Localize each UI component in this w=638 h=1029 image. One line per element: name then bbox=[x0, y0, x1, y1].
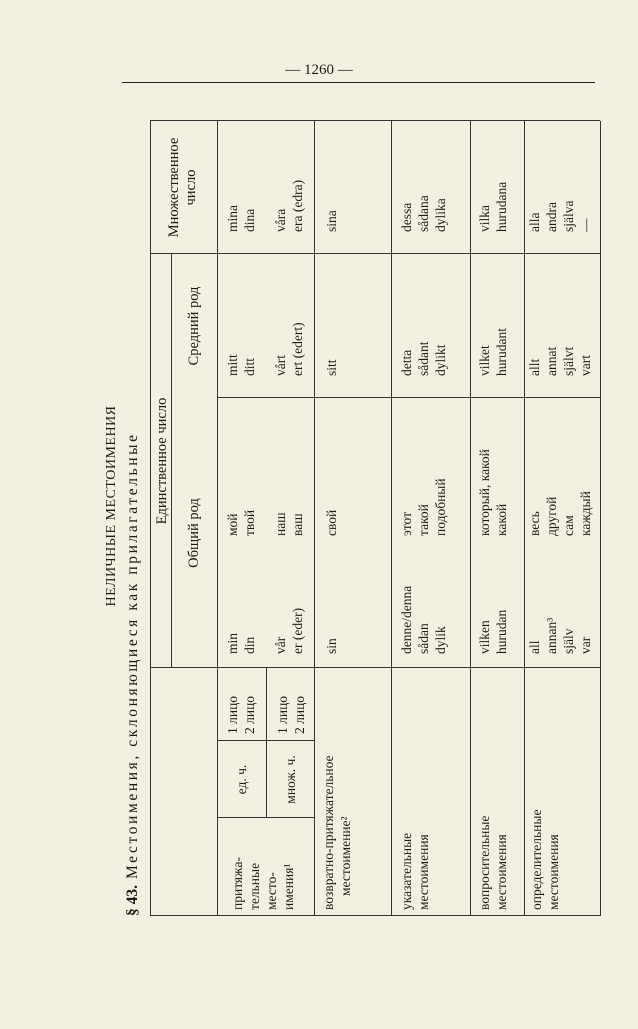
sg-person-1: 1 лицо bbox=[225, 695, 240, 734]
interrogative-common-ru-1: который, какой bbox=[477, 449, 492, 536]
determinative-common-ru-3: сам bbox=[561, 515, 576, 536]
demonstrative-plural-1: dessa bbox=[399, 202, 414, 232]
possessive-neuter-1: mitt bbox=[225, 354, 240, 376]
plural-number-label: множ. ч. bbox=[283, 755, 298, 804]
interrogative-common-sw-2: hurudan bbox=[494, 609, 509, 654]
determinative-plural-2: andra bbox=[544, 202, 559, 232]
section-title: НЕЛИЧНЫЕ МЕСТОИМЕНИЯ bbox=[104, 405, 119, 607]
pl-person-1: 1 лицо bbox=[275, 695, 290, 734]
possessive-common-ru-1: мой bbox=[225, 513, 240, 536]
determinative-common-sw-1: all bbox=[527, 640, 542, 654]
determinative-common-ru-1: весь bbox=[527, 511, 542, 536]
possessive-label-4: имения¹ bbox=[281, 863, 296, 910]
determinative-plural-4: — bbox=[578, 218, 593, 232]
demonstrative-neuter-2: sådant bbox=[416, 341, 431, 376]
neuter-column-divider bbox=[217, 397, 600, 398]
determinative-common-sw-4: var bbox=[578, 636, 593, 654]
interrogative-plural-1: vilka bbox=[477, 205, 492, 232]
demonstrative-common-ru-1: этот bbox=[399, 512, 414, 536]
determinative-common-ru-4: каждый bbox=[578, 491, 593, 536]
neuter-gender-header: Средний род bbox=[186, 286, 202, 366]
determinative-neuter-4: vart bbox=[578, 355, 593, 376]
singular-header-rule bbox=[171, 254, 172, 668]
reflexive-label-2: местоимение² bbox=[338, 816, 353, 896]
rotated-page-content bbox=[104, 96, 600, 916]
possessive-label-2: тельные bbox=[247, 862, 262, 910]
pronoun-table bbox=[104, 96, 600, 916]
possessive-common-sw-2: din bbox=[242, 636, 257, 654]
table-top-rule bbox=[150, 121, 151, 916]
interrogative-neuter-2: hurudant bbox=[494, 328, 509, 376]
demonstrative-common-sw-1: denne/denna bbox=[399, 585, 414, 654]
demonstrative-plural-2: sådana bbox=[416, 195, 431, 232]
reflexive-label-1: возвратно-притяжательное bbox=[321, 755, 336, 910]
possessive-neuter-4: ert (edert) bbox=[290, 322, 305, 376]
row-divider-2 bbox=[391, 121, 392, 916]
demonstrative-common-sw-3: dylik bbox=[433, 626, 448, 654]
possessive-common-ru-4: ваш bbox=[290, 513, 305, 536]
determinative-label-2: местоимения bbox=[546, 834, 561, 910]
possessive-neuter-3: vårt bbox=[273, 355, 288, 376]
plural-header-line2: число bbox=[183, 169, 199, 206]
demonstrative-plural-3: dylika bbox=[433, 198, 448, 232]
determinative-neuter-2: annat bbox=[544, 346, 559, 376]
possessive-common-sw-3: vår bbox=[273, 636, 288, 654]
possessive-plural-2: dina bbox=[242, 208, 257, 232]
demonstrative-label-1: указательные bbox=[399, 832, 414, 910]
page-number: — 1260 — bbox=[285, 62, 353, 78]
section-subtitle: Местоимения, склоняющиеся как прилагательные bbox=[124, 432, 141, 879]
reflexive-common-sw: sin bbox=[324, 638, 339, 654]
possessive-label-3: место- bbox=[264, 872, 279, 910]
interrogative-neuter-1: vilket bbox=[477, 345, 492, 376]
determinative-plural-1: alla bbox=[527, 212, 542, 232]
reflexive-plural: sina bbox=[324, 210, 339, 232]
demonstrative-neuter-1: detta bbox=[399, 349, 414, 376]
interrogative-plural-2: hurudana bbox=[494, 181, 509, 232]
possessive-plural-4: era (edra) bbox=[290, 179, 305, 232]
row-divider-3 bbox=[470, 121, 471, 916]
possessive-common-sw-4: er (eder) bbox=[290, 607, 305, 654]
interrogative-label-2: местоимения bbox=[494, 834, 509, 910]
common-gender-header: Общий род bbox=[186, 498, 202, 568]
singular-header: Единственное число bbox=[154, 397, 170, 525]
possessive-common-ru-3: наш bbox=[273, 512, 288, 536]
possessive-plural-3: våra bbox=[273, 208, 288, 232]
demonstrative-common-ru-3: подобный bbox=[433, 478, 448, 536]
determinative-common-sw-2: annan³ bbox=[544, 617, 559, 654]
reflexive-common-ru: свой bbox=[324, 509, 339, 536]
section-number: § 43. bbox=[124, 885, 141, 916]
number-row-divider bbox=[266, 668, 267, 818]
determinative-neuter-3: självt bbox=[561, 346, 576, 376]
possessive-common-sw-1: min bbox=[225, 632, 240, 654]
header-bottom-rule bbox=[217, 121, 218, 916]
pl-person-2: 2 лицо bbox=[292, 695, 307, 734]
sg-person-2: 2 лицо bbox=[242, 695, 257, 734]
determinative-common-sw-3: själv bbox=[561, 628, 576, 654]
reflexive-neuter: sitt bbox=[324, 359, 339, 376]
row-divider-1 bbox=[314, 121, 315, 916]
interrogative-label-1: вопросительные bbox=[477, 815, 492, 910]
demonstrative-common-ru-2: такой bbox=[416, 504, 431, 536]
top-rule bbox=[122, 82, 595, 83]
demonstrative-common-sw-2: sådan bbox=[416, 623, 431, 654]
determinative-plural-3: själva bbox=[561, 200, 576, 232]
determinative-label-1: определительные bbox=[529, 809, 544, 910]
demonstrative-label-2: местоимения bbox=[416, 834, 431, 910]
plural-header-line1: Множественное bbox=[166, 137, 182, 238]
possessive-neuter-2: ditt bbox=[242, 357, 257, 376]
interrogative-common-ru-2: какой bbox=[494, 503, 509, 536]
demonstrative-neuter-3: dylikt bbox=[433, 344, 448, 376]
possessive-plural-1: mina bbox=[225, 205, 240, 232]
singular-number-label: ед. ч. bbox=[234, 764, 249, 795]
possessive-label-1: притяжа- bbox=[230, 857, 245, 910]
possessive-common-ru-2: твой bbox=[242, 509, 257, 536]
row-divider-4 bbox=[524, 121, 525, 916]
determinative-neuter-1: allt bbox=[527, 358, 542, 376]
determinative-common-ru-2: другой bbox=[544, 496, 559, 536]
interrogative-common-sw-1: vilken bbox=[477, 620, 492, 654]
table-bottom-rule bbox=[600, 121, 601, 916]
